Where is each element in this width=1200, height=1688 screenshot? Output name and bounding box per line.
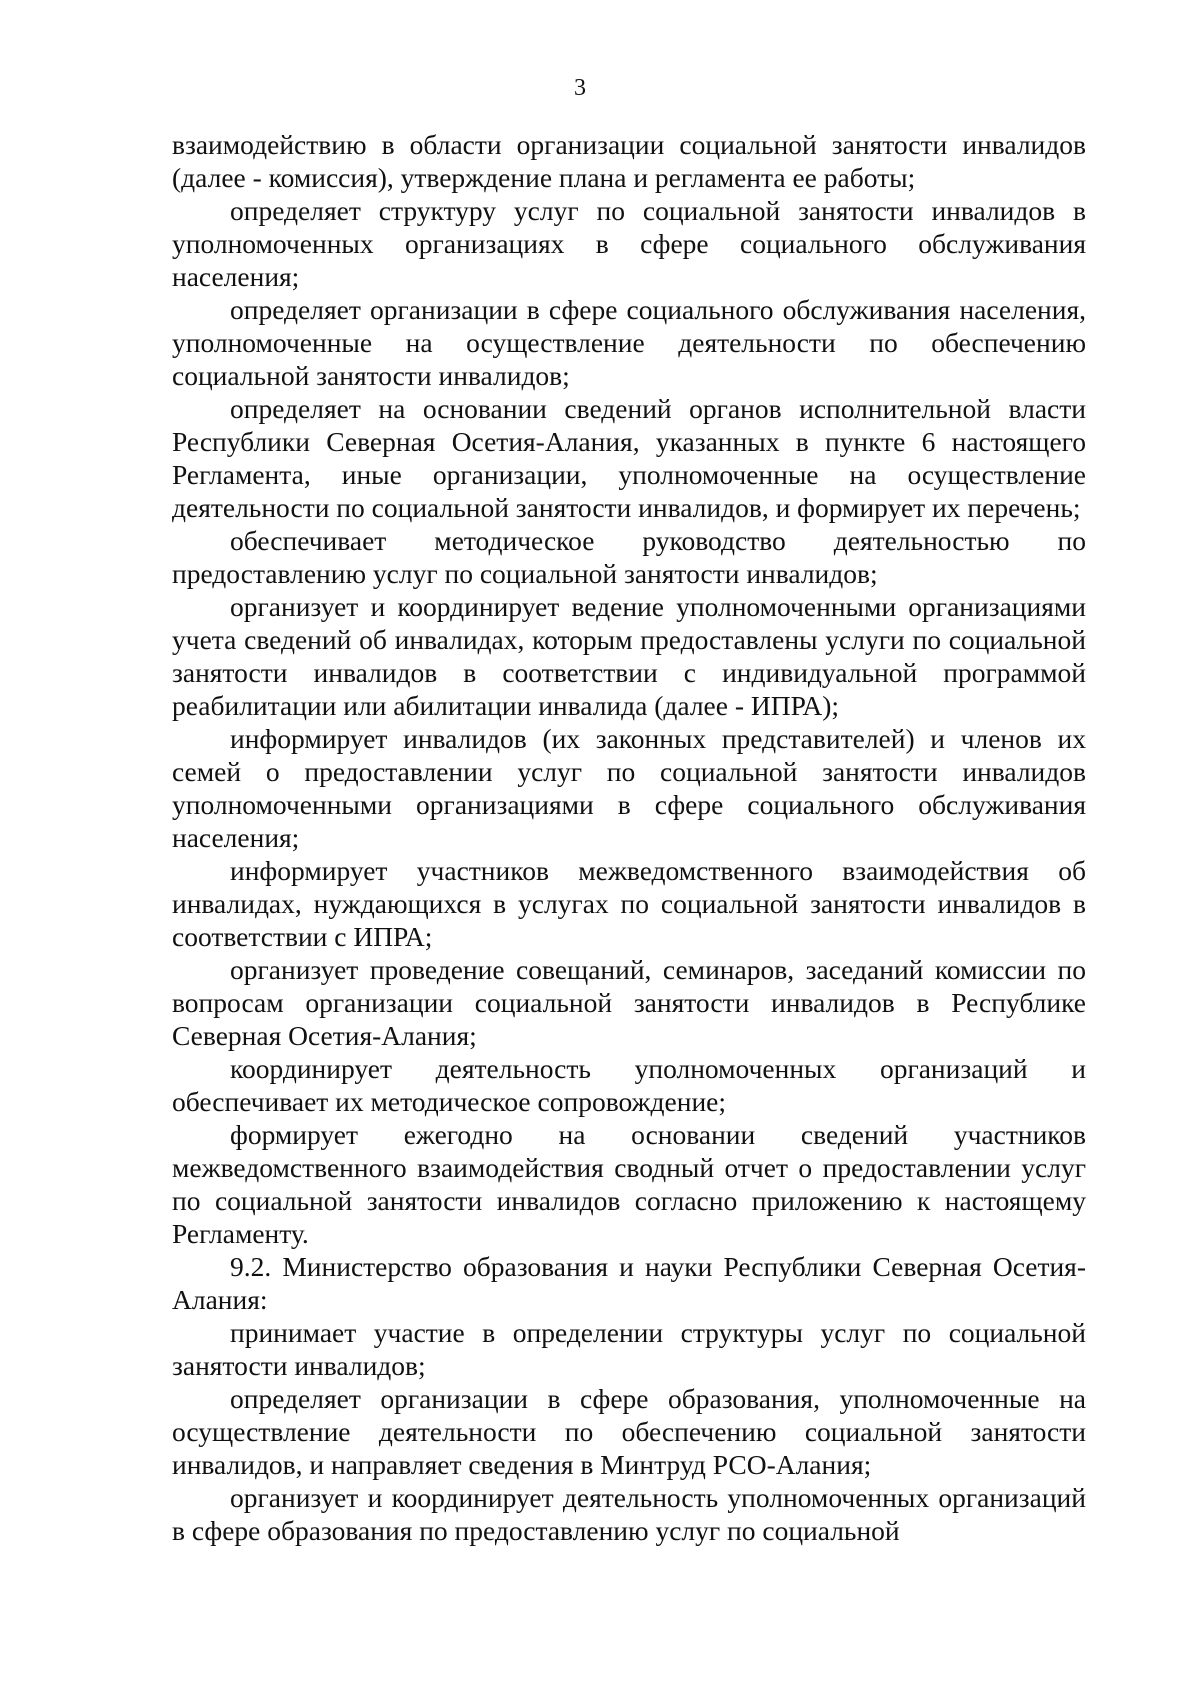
paragraph: информирует инвалидов (их законных представителей) и членов их семей о предоставлении услуг по социальной занятости инвалидов уполномоченными организациями в сфере социального обслуживания населения; (172, 723, 1086, 853)
paragraph: принимает участие в определении структуры услуг по социальной занятости инвалидов; (172, 1317, 1086, 1381)
paragraph: определяет структуру услуг по социальной занятости инвалидов в уполномоченных организациях в сфере социального обслуживания населения; (172, 195, 1086, 292)
paragraph: обеспечивает методическое руководство деятельностью по предоставлению услуг по социальной занятости инвалидов; (172, 525, 1086, 589)
paragraph: координирует деятельность уполномоченных организаций и обеспечивает их методическое сопровождение; (172, 1053, 1086, 1117)
section-heading-9-2: 9.2. Министерство образования и науки Республики Северная Осетия-Алания: (172, 1251, 1086, 1315)
paragraph: определяет организации в сфере социального обслуживания населения, уполномоченные на осуществление деятельности по обеспечению социальной занятости инвалидов; (172, 294, 1086, 391)
paragraph: определяет на основании сведений органов исполнительной власти Республики Северная Осетия-Алания, указанных в пункте 6 настоящего Регламента, иные организации, уполномоченные на осуществление деятельности по социальной занятости инвалидов, и формирует их перечень; (172, 393, 1086, 523)
page-number: 3 (574, 75, 586, 101)
paragraph: организует и координирует деятельность уполномоченных организаций в сфере образования по предоставлению услуг по социальной (172, 1482, 1086, 1546)
paragraph: организует проведение совещаний, семинаров, заседаний комиссии по вопросам организации социальной занятости инвалидов в Республике Северная Осетия-Алания; (172, 954, 1086, 1051)
document-body (172, 128, 1086, 1547)
paragraph: формирует ежегодно на основании сведений участников межведомственного взаимодействия сводный отчет о предоставлении услуг по социальной занятости инвалидов согласно приложению к настоящему Регламенту. (172, 1119, 1086, 1249)
paragraph: организует и координирует ведение уполномоченными организациями учета сведений об инвалидах, которым предоставлены услуги по социальной занятости инвалидов в соответствии с индивидуальной программой реабилитации или абилитации инвалида (далее - ИПРА); (172, 591, 1086, 721)
paragraph: определяет организации в сфере образования, уполномоченные на осуществление деятельности по обеспечению социальной занятости инвалидов, и направляет сведения в Минтруд РСО-Алания; (172, 1383, 1086, 1480)
paragraph: информирует участников межведомственного взаимодействия об инвалидах, нуждающихся в услугах по социальной занятости инвалидов в соответствии с ИПРА; (172, 855, 1086, 952)
paragraph: взаимодействию в области организации социальной занятости инвалидов (далее - комиссия), утверждение плана и регламента ее работы; (172, 129, 1086, 193)
